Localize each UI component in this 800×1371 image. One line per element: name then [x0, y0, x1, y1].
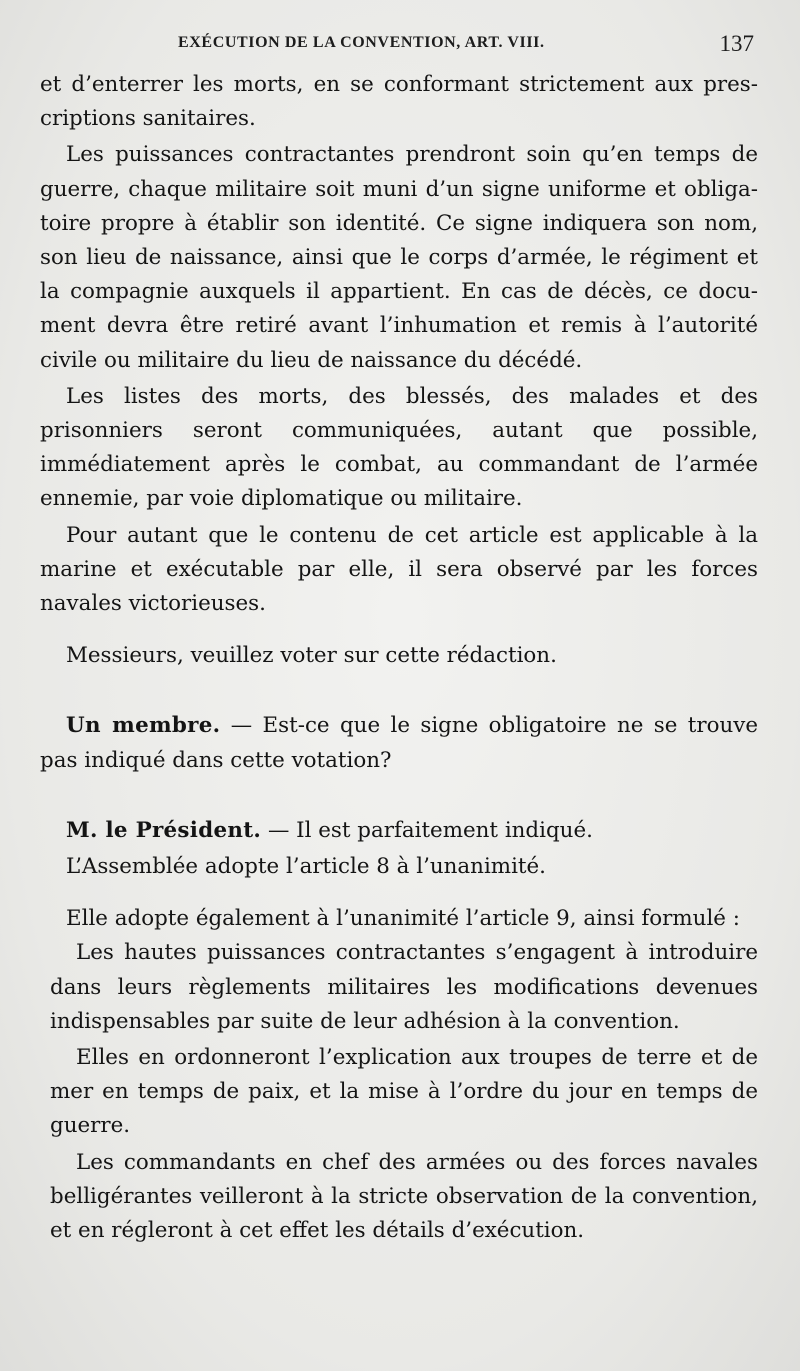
paragraph-adoption-article-9: Elle adopte également à l’unanimité l’article 9, ainsi formulé :	[66, 906, 740, 932]
president-answer-text: — Il est parfaitement indiqué.	[261, 817, 593, 843]
member-question-text: — Est-ce que le signe obligatoire ne se trouve pas indiqué dans cette votation?	[40, 713, 758, 773]
paragraph-member-question	[40, 709, 758, 777]
page-header	[178, 31, 756, 58]
paragraph-article-9-commanders: Les commandants en chef des armées ou des forces navales belligérantes veilleront à la stricte observation de la convention, et en régleront à cet effet les détails d’exécution.	[50, 1149, 758, 1244]
speaker-member: Un membre.	[66, 713, 221, 739]
running-title: EXÉCUTION DE LA CONVENTION, ART. VIII.	[178, 34, 545, 51]
paragraph-president-answer	[40, 814, 758, 848]
page-number: 137	[719, 31, 754, 56]
paragraph-lists-of-dead: Les listes des morts, des blessés, des malades et des prisonniers seront communiquées, autant que possible, immédiatement après le combat, au commandant de l’armée ennemie, par voie diplomatique ou militaire.	[40, 383, 758, 512]
paragraph-adoption-article-8: L’Assemblée adopte l’article 8 à l’unanimité.	[66, 854, 546, 880]
speaker-prefix: M. le	[66, 817, 136, 843]
paragraph-article-9-rules: Les hautes puissances contractantes s’engagent à introduire dans leurs règlements militaires les modifications devenues indispensables par suite de leur adhésion à la convention.	[50, 940, 758, 1034]
paragraph-article-9-explanation: Elles en ordonneront l’explication aux troupes de terre et de mer en temps de paix, et la mise à l’ordre du jour en temps de guerre.	[50, 1045, 758, 1139]
paragraph-continuation: et d’enterrer les morts, en se conformant strictement aux prescriptions sanitaires.	[40, 72, 758, 132]
paragraph-vote-call: Messieurs, veuillez voter sur cette rédaction.	[66, 643, 557, 669]
paragraph-naval-forces: Pour autant que le contenu de cet article est applicable à la marine et exécutable par elle, il sera observé par les forces navales victorieuses.	[40, 522, 758, 617]
body-text	[40, 68, 758, 1248]
paragraph-identity-sign: Les puissances contractantes prendront soin qu’en temps de guerre, chaque militaire soit muni d’un signe uniforme et obligatoire propre à établir son identité. Ce signe indiquera son nom, son lieu de naissance, ainsi que le corps d’armée, le régiment et la compagnie auxquels il appartient. En cas de décès, ce document devra être retiré avant l’inhumation et remis à l’autorité civile ou militaire du lieu de naissance du décédé.	[40, 142, 758, 373]
speaker-president: Président.	[135, 817, 262, 843]
